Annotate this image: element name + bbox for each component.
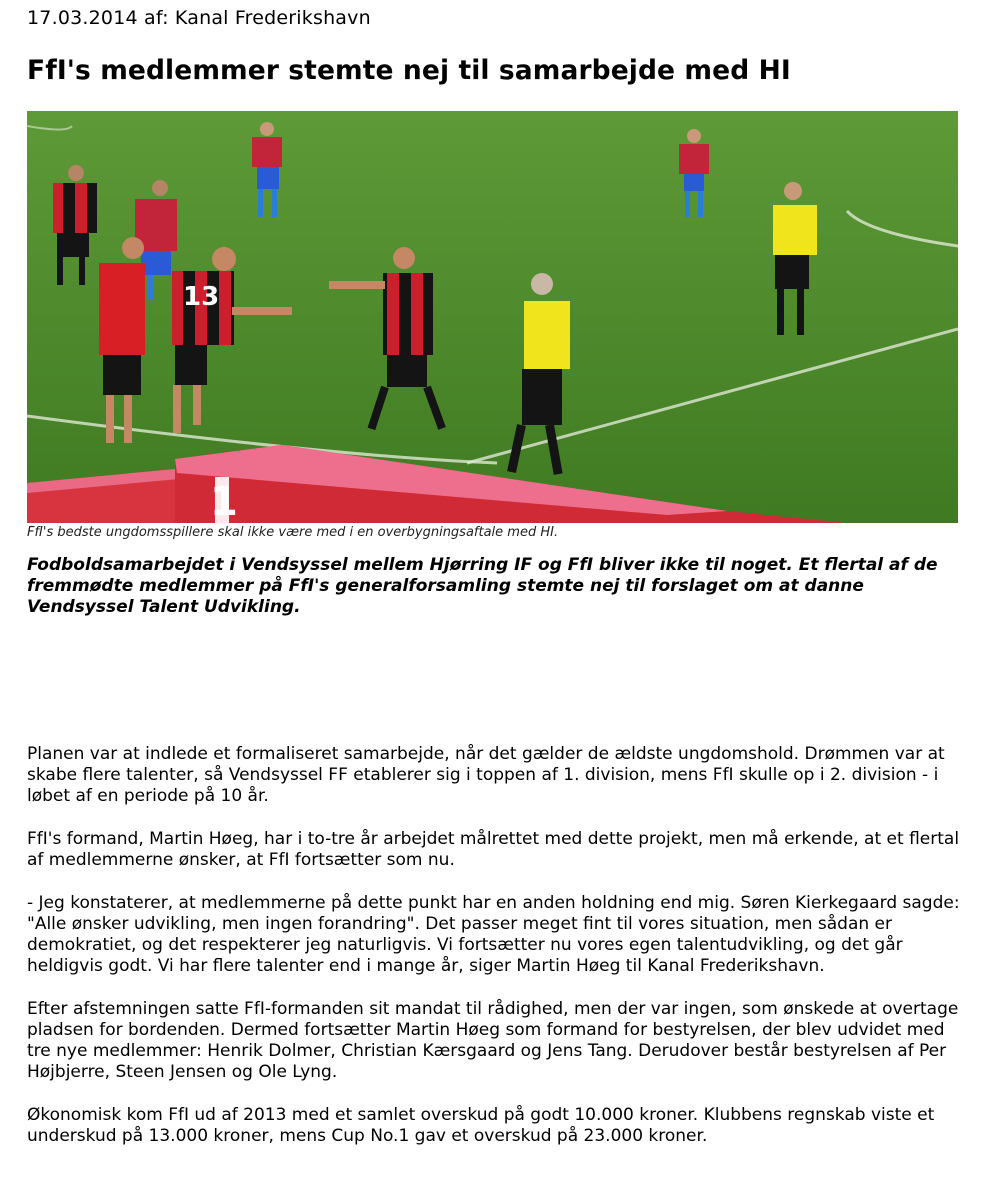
photo-caption: FfI's bedste ungdomsspillere skal ikke være med i en overbygningsaftale med HI. (27, 525, 559, 540)
paragraph: FfI's formand, Martin Høeg, har i to-tre år arbejdet målrettet med dette projekt, men må erkende, at et flertal af medlemmerne ønsker, at FfI fortsætter som nu. (27, 829, 960, 870)
podium-number: 1 (210, 479, 238, 523)
article-body (27, 744, 972, 1169)
paragraph: - Jeg konstaterer, at medlemmerne på dette punkt har en anden holdning end mig. Søren Kierkegaard sagde: "Alle ønsker udvikling, men ingen forandring". Det passer meget fint til vores situation, men sådan er demokratiet, og det respekterer jeg naturligvis. Vi fortsætter nu vores egen talentudvikling, og det går heldigvis godt. Vi har flere talenter end i mange år, siger Martin Høeg til Kanal Frederikshavn. (27, 893, 960, 976)
paragraph: Planen var at indlede et formaliseret samarbejde, når det gælder de ældste ungdomshold. Drømmen var at skabe flere talenter, så Vendsyssel FF etablerer sig i toppen af 1. division, mens FfI skulle op i 2. division - i løbet af en periode på 10 år. (27, 744, 945, 806)
article-lead: Fodboldsamarbejdet i Vendsyssel mellem Hjørring IF og FfI bliver ikke til noget. Et flertal af de fremmødte medlemmer på FfI's generalforsamling stemte nej til forslaget om at danne Vendsyssel Talent Udvikling. (27, 555, 938, 617)
paragraph: Efter afstemningen satte FfI-formanden sit mandat til rådighed, men der var ingen, som ønskede at overtage pladsen for bordenden. Dermed fortsætter Martin Høeg som formand for bestyrelsen, der blev udvidet med tre nye medlemmer: Henrik Dolmer, Christian Kærsgaard og Jens Tang. Derudover består bestyrelsen af Per Højbjerre, Steen Jensen og Ole Lyng. (27, 999, 959, 1082)
paragraph: Økonomisk kom FfI ud af 2013 med et samlet overskud på godt 10.000 kroner. Klubbens regnskab viste et underskud på 13.000 kroner, mens Cup No.1 gav et overskud på 23.000 kroner. (27, 1105, 935, 1146)
jersey-number: 13 (183, 282, 220, 312)
pitch-background (27, 111, 958, 523)
article-headline: FfI's medlemmer stemte nej til samarbejde med HI (27, 55, 791, 86)
article-dateline: 17.03.2014 af: Kanal Frederikshavn (27, 7, 371, 29)
article-photo (27, 111, 958, 523)
